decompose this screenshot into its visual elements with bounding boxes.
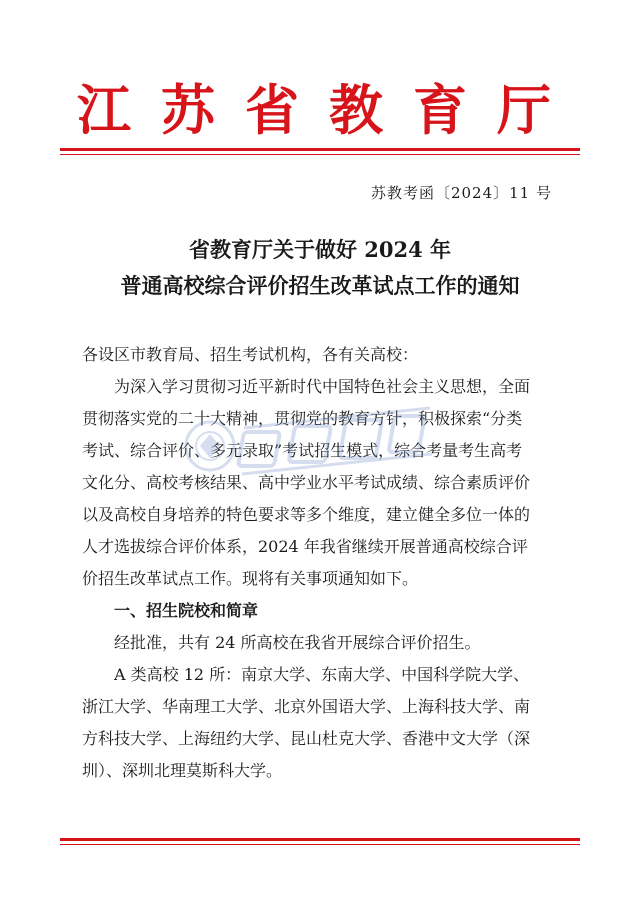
paragraph-line: 人才选拔综合评价体系，2024 年我省继续开展普通高校综合评 [82,537,528,556]
paragraph-line: 文化分、高校考核结果、高中学业水平考试成绩、综合素质评价 [82,473,531,492]
masthead-rule-thin [60,154,580,155]
paragraph-line: A 类高校 12 所：南京大学、东南大学、中国科学院大学、 [114,665,530,684]
document-number: 苏教考函〔2024〕11 号 [370,184,552,202]
footer-rule-thin [60,844,580,845]
masthead-rule-thick [60,148,580,151]
paragraph-line: 浙江大学、华南理工大学、北京外国语大学、上海科技大学、南 [82,697,531,716]
paragraph-line: 以及高校自身培养的特色要求等多个维度，建立健全多位一体的 [82,505,531,524]
document-title-line-2: 普通高校综合评价招生改革试点工作的通知 [120,273,520,298]
footer-rule-thick [60,838,580,841]
paragraph-line: 价招生改革试点工作。现将有关事项通知如下。 [82,569,419,588]
paragraph-line: 经批准，共有 24 所高校在我省开展综合评价招生。 [114,633,481,652]
paragraph-line: 为深入学习贯彻习近平新时代中国特色社会主义思想，全面 [114,377,531,396]
paragraph-line: 方科技大学、上海纽约大学、昆山杜克大学、香港中文大学（深 [82,729,531,748]
paragraph-line: 圳）、深圳北理莫斯科大学。 [82,761,283,780]
paragraph-line: 考试、综合评价、多元录取”考试招生模式，综合考量考生高考 [82,441,523,460]
document-title-line-1: 省教育厅关于做好 2024 年 [188,237,452,262]
masthead-title: 江苏省教育厅 [77,78,581,142]
paragraph-line: 贯彻落实党的二十大精神，贯彻党的教育方针，积极探索“分类 [82,409,523,428]
salutation: 各设区市教育局、招生考试机构，各有关高校： [82,345,419,364]
section-heading: 一、招生院校和简章 [114,601,259,620]
